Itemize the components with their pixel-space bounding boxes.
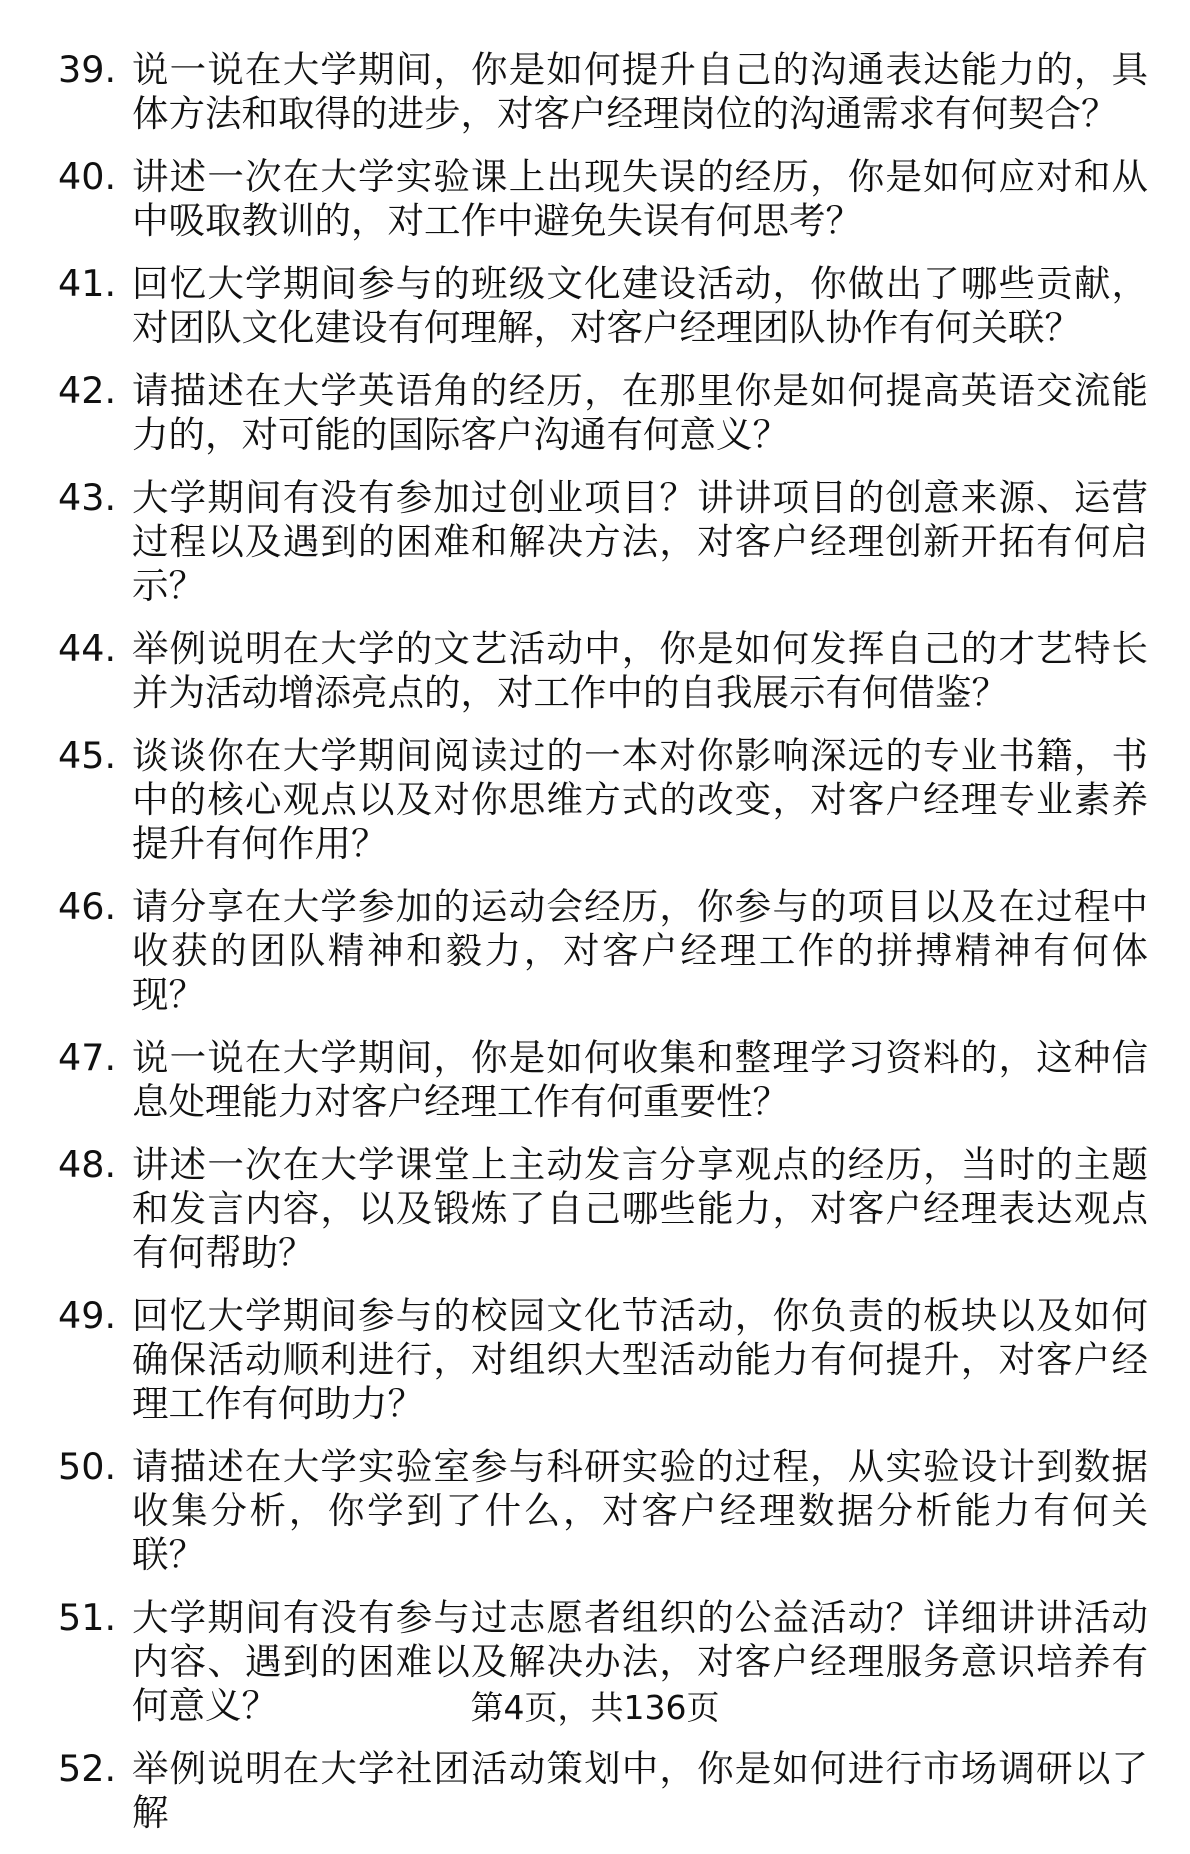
question-item xyxy=(58,1747,1148,1835)
question-number: 49. xyxy=(58,1294,117,1337)
question-text: 举例说明在大学的文艺活动中，你是如何发挥自己的才艺特长并为活动增添亮点的，对工作中的自我展示有何借鉴？ xyxy=(132,627,1148,714)
question-text: 说一说在大学期间，你是如何收集和整理学习资料的，这种信息处理能力对客户经理工作有何重要性？ xyxy=(132,1036,1148,1123)
question-item xyxy=(58,369,1148,457)
question-number: 44. xyxy=(58,627,117,670)
question-text: 回忆大学期间参与的班级文化建设活动，你做出了哪些贡献，对团队文化建设有何理解，对客户经理团队协作有何关联？ xyxy=(132,262,1148,349)
question-number: 45. xyxy=(58,734,117,777)
question-text: 回忆大学期间参与的校园文化节活动，你负责的板块以及如何确保活动顺利进行，对组织大型活动能力有何提升，对客户经理工作有何助力？ xyxy=(132,1294,1148,1425)
question-item xyxy=(58,155,1148,243)
question-number: 39. xyxy=(58,48,117,91)
question-text: 谈谈你在大学期间阅读过的一本对你影响深远的专业书籍，书中的核心观点以及对你思维方式的改变，对客户经理专业素养提升有何作用？ xyxy=(132,734,1148,865)
question-item xyxy=(58,1445,1148,1577)
question-item xyxy=(58,1294,1148,1426)
question-item xyxy=(58,476,1148,608)
question-text: 请分享在大学参加的运动会经历，你参与的项目以及在过程中收获的团队精神和毅力，对客户经理工作的拼搏精神有何体现？ xyxy=(132,885,1148,1016)
question-number: 40. xyxy=(58,155,117,198)
question-number: 48. xyxy=(58,1143,117,1186)
question-text: 请描述在大学英语角的经历，在那里你是如何提高英语交流能力的，对可能的国际客户沟通有何意义？ xyxy=(132,369,1148,456)
question-number: 42. xyxy=(58,369,117,412)
question-item xyxy=(58,734,1148,866)
question-number: 41. xyxy=(58,262,117,305)
question-number: 52. xyxy=(58,1747,117,1790)
question-item xyxy=(58,48,1148,136)
question-text: 大学期间有没有参与过志愿者组织的公益活动？详细讲讲活动内容、遇到的困难以及解决办法，对客户经理服务意识培养有何意义？ xyxy=(132,1596,1148,1727)
page-footer: 第4页，共136页 xyxy=(470,1688,720,1727)
question-item xyxy=(58,1143,1148,1275)
question-list xyxy=(58,48,1148,1854)
question-number: 51. xyxy=(58,1596,117,1639)
question-text: 举例说明在大学社团活动策划中，你是如何进行市场调研以了解 xyxy=(132,1747,1148,1834)
question-text: 讲述一次在大学课堂上主动发言分享观点的经历，当时的主题和发言内容，以及锻炼了自己哪些能力，对客户经理表达观点有何帮助？ xyxy=(132,1143,1148,1274)
question-number: 46. xyxy=(58,885,117,928)
question-number: 43. xyxy=(58,476,117,519)
question-text: 大学期间有没有参加过创业项目？讲讲项目的创意来源、运营过程以及遇到的困难和解决方法，对客户经理创新开拓有何启示？ xyxy=(132,476,1148,607)
question-item xyxy=(58,262,1148,350)
question-text: 请描述在大学实验室参与科研实验的过程，从实验设计到数据收集分析，你学到了什么，对客户经理数据分析能力有何关联？ xyxy=(132,1445,1148,1576)
question-item xyxy=(58,885,1148,1017)
question-item xyxy=(58,1036,1148,1124)
question-number: 50. xyxy=(58,1445,117,1488)
question-text: 讲述一次在大学实验课上出现失误的经历，你是如何应对和从中吸取教训的，对工作中避免失误有何思考？ xyxy=(132,155,1148,242)
question-item xyxy=(58,627,1148,715)
question-number: 47. xyxy=(58,1036,117,1079)
question-text: 说一说在大学期间，你是如何提升自己的沟通表达能力的，具体方法和取得的进步，对客户经理岗位的沟通需求有何契合？ xyxy=(132,48,1148,135)
